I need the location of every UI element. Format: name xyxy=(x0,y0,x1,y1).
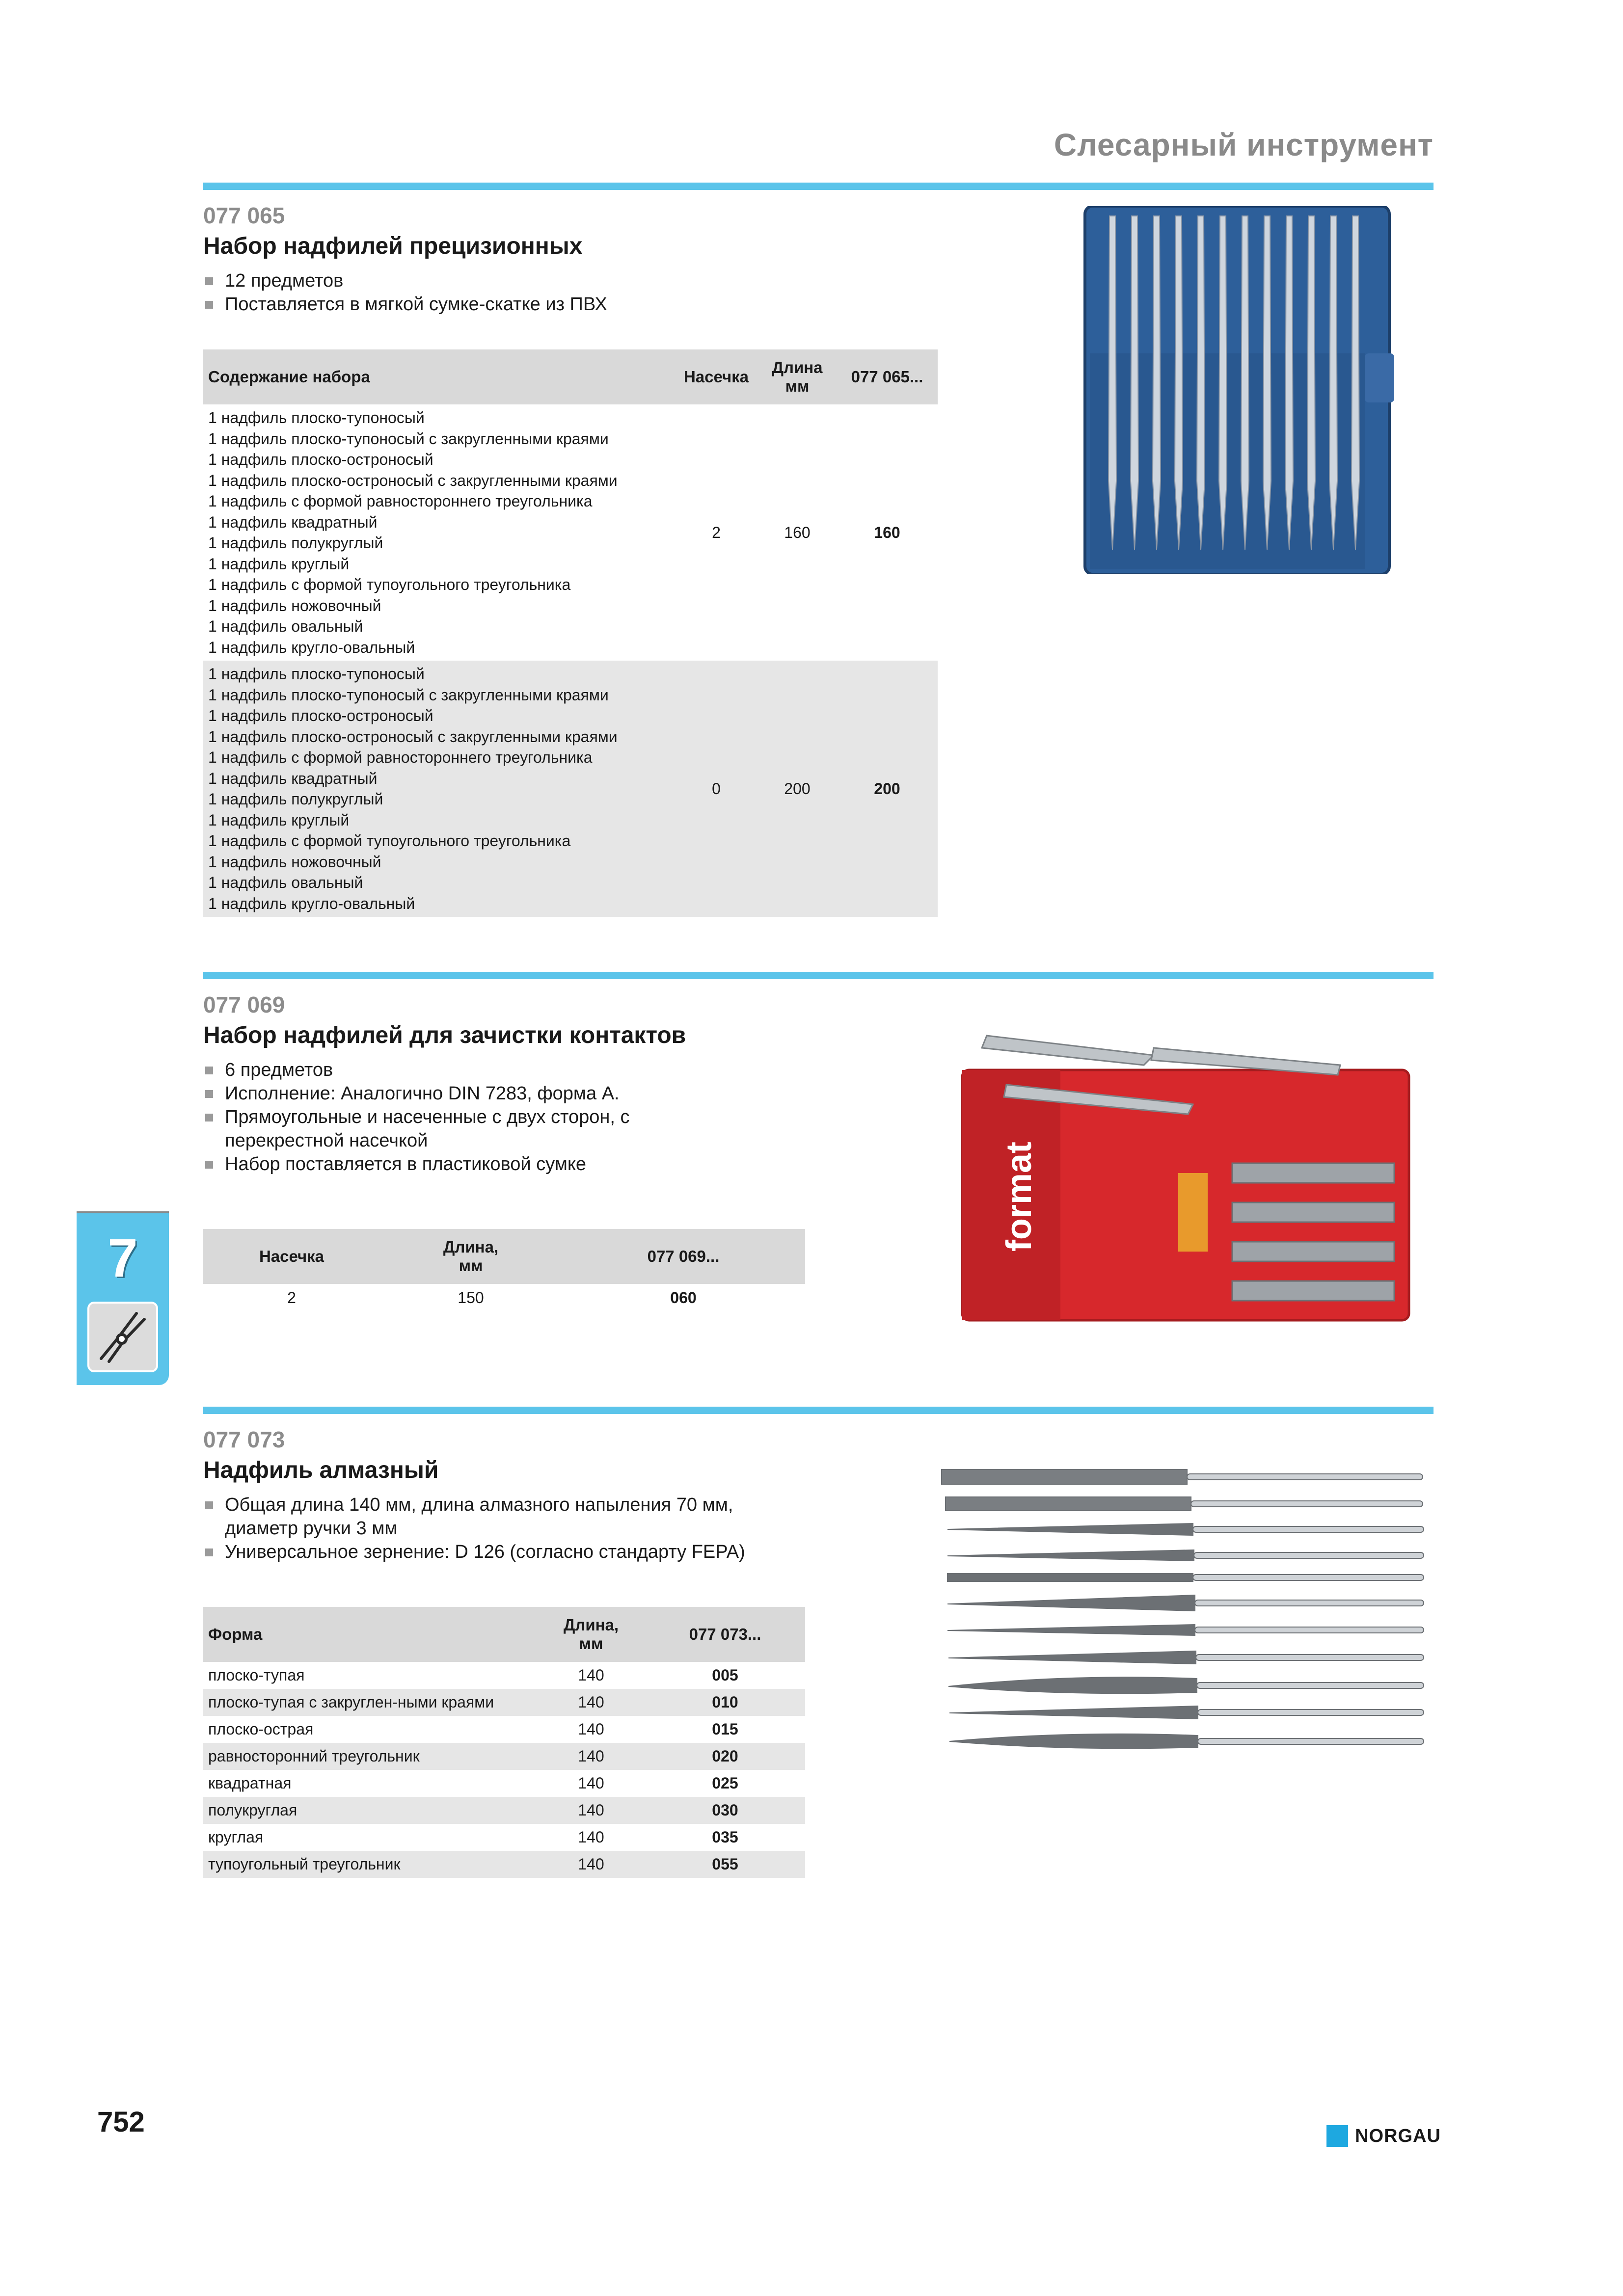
section-divider xyxy=(203,183,1434,190)
article-number: 015 xyxy=(712,1720,738,1738)
length-value: 140 xyxy=(578,1855,604,1873)
section-tab xyxy=(77,1213,169,1385)
product-features xyxy=(203,1058,694,1176)
length-unit: мм xyxy=(579,1634,603,1653)
article-number: 010 xyxy=(712,1693,738,1711)
cut-value: 2 xyxy=(712,523,721,541)
set-contents xyxy=(203,661,675,917)
list-item: 1 надфиль ножовочный xyxy=(208,853,381,871)
cut-value: 0 xyxy=(712,779,721,798)
contact-file-set-image xyxy=(957,1026,1414,1325)
length-value: 140 xyxy=(578,1801,604,1819)
article-number: 005 xyxy=(712,1666,738,1684)
product-table xyxy=(203,1607,805,1878)
list-item: 1 надфиль плоско-остроносый xyxy=(208,707,433,724)
length-value: 140 xyxy=(578,1666,604,1684)
set-contents xyxy=(203,404,675,661)
col-header-contents: Содержание набора xyxy=(203,349,675,404)
product-code: 077 069 xyxy=(203,992,285,1017)
brand-logo: format xyxy=(1000,1141,1039,1252)
col-header-cut: Насечка xyxy=(203,1229,380,1284)
article-number: 025 xyxy=(712,1774,738,1792)
table-row xyxy=(203,1743,805,1770)
col-header-length xyxy=(758,349,837,404)
list-item: 1 надфиль кругло-овальный xyxy=(208,638,415,656)
feature-item: Общая длина 140 мм, длина алмазного напыления 70 мм, диаметр ручки 3 мм xyxy=(203,1493,768,1540)
length-label: Длина, xyxy=(563,1616,619,1634)
section-number: 7 xyxy=(108,1228,138,1288)
product-code: 077 065 xyxy=(203,203,285,228)
product-table xyxy=(203,349,938,917)
table-row xyxy=(203,1284,805,1311)
list-item: 1 надфиль плоско-остроносый xyxy=(208,451,433,468)
article-number: 030 xyxy=(712,1801,738,1819)
feature-item: Исполнение: Аналогично DIN 7283, форма A. xyxy=(203,1082,694,1105)
list-item: 1 надфиль овальный xyxy=(208,874,363,891)
section-title: Слесарный инструмент xyxy=(1054,127,1434,162)
shape-value: плоско-тупая с закруглен-ными краями xyxy=(208,1693,494,1711)
shape-value: круглая xyxy=(208,1828,264,1846)
feature-item: Поставляется в мягкой сумке-скатке из ПВХ xyxy=(203,293,940,316)
table-row xyxy=(203,1824,805,1851)
precision-file-set-image xyxy=(1080,206,1394,574)
col-header-length xyxy=(380,1229,562,1284)
length-value: 140 xyxy=(578,1774,604,1792)
section-divider xyxy=(203,972,1434,979)
length-value: 200 xyxy=(784,779,811,798)
table-row xyxy=(203,661,938,917)
length-value: 150 xyxy=(458,1288,484,1307)
col-header-length xyxy=(537,1607,645,1662)
list-item: 1 надфиль с формой тупоугольного треугольника xyxy=(208,576,571,593)
article-number: 055 xyxy=(712,1855,738,1873)
article-number: 020 xyxy=(712,1747,738,1765)
length-unit: мм xyxy=(785,377,810,395)
list-item: 1 надфиль плоско-остроносый с закругленными краями xyxy=(208,727,618,746)
table-row xyxy=(203,404,938,661)
shape-value: тупоугольный треугольник xyxy=(208,1855,401,1873)
list-item: 1 надфиль плоско-остроносый с закругленными краями xyxy=(208,471,618,489)
length-label: Длина, xyxy=(443,1238,499,1256)
list-item: 1 надфиль круглый xyxy=(208,555,350,573)
length-value: 140 xyxy=(578,1747,604,1765)
diamond-needle-files-image xyxy=(938,1458,1429,1762)
article-number: 060 xyxy=(670,1288,697,1307)
table-row xyxy=(203,1797,805,1824)
list-item: 1 надфиль овальный xyxy=(208,617,363,635)
page-number: 752 xyxy=(97,2106,145,2138)
col-header-article: 077 065... xyxy=(837,349,938,404)
feature-item: 6 предметов xyxy=(203,1058,694,1082)
table-row xyxy=(203,1689,805,1716)
list-item: 1 надфиль плоско-тупоносый xyxy=(208,409,425,427)
product-features xyxy=(203,269,940,316)
product-table xyxy=(203,1229,805,1311)
col-header-article: 077 073... xyxy=(645,1607,805,1662)
product-title: Надфиль алмазный xyxy=(203,1457,439,1483)
list-item: 1 надфиль квадратный xyxy=(208,513,378,531)
list-item: 1 надфиль с формой равностороннего треугольника xyxy=(208,492,593,510)
table-row xyxy=(203,1851,805,1878)
list-item: 1 надфиль с формой тупоугольного треугольника xyxy=(208,832,571,850)
list-item: 1 надфиль полукруглый xyxy=(208,534,383,552)
list-item: 1 надфиль плоско-тупоносый с закругленными краями xyxy=(208,686,609,704)
length-value: 160 xyxy=(784,523,811,541)
list-item: 1 надфиль круглый xyxy=(208,811,350,829)
list-item: 1 надфиль кругло-овальный xyxy=(208,894,415,912)
list-item: 1 надфиль с формой равностороннего треугольника xyxy=(208,748,593,766)
pliers-icon xyxy=(87,1302,158,1372)
article-number: 200 xyxy=(874,779,900,798)
shape-value: плоско-острая xyxy=(208,1720,314,1738)
product-title: Набор надфилей для зачистки контактов xyxy=(203,1022,686,1048)
list-item: 1 надфиль квадратный xyxy=(208,769,378,787)
table-row xyxy=(203,1716,805,1743)
length-value: 140 xyxy=(578,1828,604,1846)
list-item: 1 надфиль полукруглый xyxy=(208,790,383,808)
table-row xyxy=(203,1770,805,1797)
shape-value: полукруглая xyxy=(208,1801,298,1819)
length-label: Длина xyxy=(772,358,823,376)
brand-name: NORGAU xyxy=(1355,2125,1441,2146)
col-header-shape: Форма xyxy=(203,1607,537,1662)
shape-value: плоско-тупая xyxy=(208,1666,305,1684)
shape-value: квадратная xyxy=(208,1774,292,1792)
cut-value: 2 xyxy=(287,1288,296,1307)
article-number: 160 xyxy=(874,523,900,541)
list-item: 1 надфиль плоско-тупоносый xyxy=(208,665,425,683)
product-code: 077 073 xyxy=(203,1427,285,1452)
length-value: 140 xyxy=(578,1720,604,1738)
list-item: 1 надфиль плоско-тупоносый с закругленными краями xyxy=(208,429,609,448)
table-row xyxy=(203,1662,805,1689)
brand-logo xyxy=(1326,2125,1441,2147)
col-header-cut: Насечка xyxy=(675,349,758,404)
col-header-article: 077 069... xyxy=(562,1229,805,1284)
feature-item: 12 предметов xyxy=(203,269,940,293)
length-unit: мм xyxy=(459,1256,483,1275)
brand-square-icon xyxy=(1326,2125,1348,2147)
article-number: 035 xyxy=(712,1828,738,1846)
feature-item: Прямоугольные и насеченные с двух сторон, с перекрестной насечкой xyxy=(203,1105,694,1152)
section-divider xyxy=(203,1407,1434,1414)
feature-item: Универсальное зернение: D 126 (согласно стандарту FEPA) xyxy=(203,1540,768,1564)
feature-item: Набор поставляется в пластиковой сумке xyxy=(203,1152,694,1176)
product-features xyxy=(203,1493,768,1564)
length-value: 140 xyxy=(578,1693,604,1711)
list-item: 1 надфиль ножовочный xyxy=(208,596,381,614)
product-title: Набор надфилей прецизионных xyxy=(203,233,583,259)
shape-value: равносторонний треугольник xyxy=(208,1747,420,1765)
